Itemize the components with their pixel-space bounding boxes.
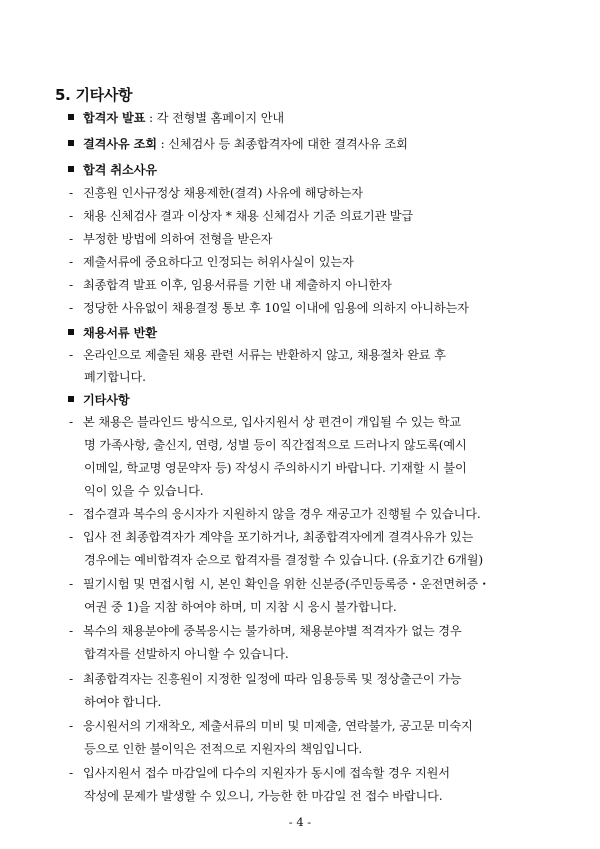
list-item-continuation: 폐기합니다. bbox=[84, 370, 146, 384]
list-item bbox=[0, 414, 600, 430]
list-item bbox=[0, 576, 600, 592]
list-item bbox=[0, 623, 600, 639]
list-item bbox=[0, 347, 600, 363]
list-item-text: 제출서류에 중요하다고 인정되는 허위사실이 있는자 bbox=[83, 255, 354, 269]
bullet-label: 기타사항 bbox=[83, 393, 130, 407]
bullet-label: 합격자 발표 bbox=[83, 111, 146, 125]
list-item-text: 접수결과 복수의 응시자가 지원하지 않을 경우 재공고가 진행될 수 있습니다. bbox=[83, 507, 481, 521]
bullet-others bbox=[0, 392, 600, 408]
list-item-text: 온라인으로 제출된 채용 관련 서류는 반환하지 않고, 채용절차 완료 후 bbox=[83, 348, 446, 362]
list-item-text: 진흥원 인사규정상 채용제한(결격) 사유에 해당하는자 bbox=[83, 186, 363, 200]
list-item-text: 정당한 사유없이 채용결정 통보 후 10일 이내에 임용에 의하지 아니하는자 bbox=[83, 301, 469, 315]
list-item bbox=[0, 277, 600, 293]
bullet-text: 각 전형별 홈페이지 안내 bbox=[156, 111, 285, 125]
list-item-text: 응시원서의 기재착오, 제출서류의 미비 및 미제출, 연락불가, 공고문 미숙지 bbox=[83, 719, 473, 733]
list-item-continuation: 명 가족사항, 출신지, 연령, 성별 등이 직간접적으로 드러나지 않도록(예시 bbox=[84, 438, 467, 452]
bullet-label: 결격사유 조회 bbox=[83, 137, 157, 151]
square-bullet-icon bbox=[68, 396, 74, 402]
list-item-text: 본 채용은 블라인드 방식으로, 입사지원서 상 편견이 개입될 수 있는 학교 bbox=[83, 415, 462, 429]
list-item bbox=[0, 231, 600, 247]
square-bullet-icon bbox=[68, 140, 74, 146]
dash-marker: - bbox=[69, 415, 73, 429]
list-item bbox=[0, 765, 600, 781]
list-item-continuation: 여권 중 1)을 지참 하여야 하며, 미 지참 시 응시 불가합니다. bbox=[84, 600, 397, 614]
list-item bbox=[0, 300, 600, 316]
dash-marker: - bbox=[69, 766, 73, 780]
square-bullet-icon bbox=[68, 166, 74, 172]
bullet-separator: : bbox=[145, 111, 157, 125]
dash-marker: - bbox=[69, 232, 73, 246]
list-item-text: 복수의 채용분야에 중복응시는 불가하며, 채용분야별 적격자가 없는 경우 bbox=[83, 624, 462, 638]
list-item-continuation: 등으로 인한 불이익은 전적으로 지원자의 책임입니다. bbox=[84, 742, 363, 756]
dash-marker: - bbox=[69, 577, 73, 591]
page-number: - 4 - bbox=[288, 815, 312, 829]
list-item-text: 최종합격자는 진흥원이 지정한 일정에 따라 임용등록 및 정상출근이 가능 bbox=[83, 672, 462, 686]
dash-marker: - bbox=[69, 719, 73, 733]
list-item-text: 채용 신체검사 결과 이상자 * 채용 신체검사 기준 의료기관 발급 bbox=[83, 209, 414, 223]
list-item bbox=[0, 718, 600, 734]
bullet-return-docs bbox=[0, 325, 600, 341]
list-item-continuation: 작성에 문제가 발생할 수 있으니, 가능한 한 마감일 전 접수 바랍니다. bbox=[84, 789, 443, 803]
dash-marker: - bbox=[69, 507, 73, 521]
section-title: 5. 기타사항 bbox=[55, 86, 133, 104]
dash-marker: - bbox=[69, 301, 73, 315]
dash-marker: - bbox=[69, 530, 73, 544]
square-bullet-icon bbox=[68, 114, 74, 120]
list-item bbox=[0, 185, 600, 201]
list-item bbox=[0, 671, 600, 687]
list-item-text: 입사지원서 접수 마감일에 다수의 지원자가 동시에 접속할 경우 지원서 bbox=[83, 766, 450, 780]
list-item bbox=[0, 529, 600, 545]
list-item bbox=[0, 208, 600, 224]
square-bullet-icon bbox=[68, 329, 74, 335]
list-item-text: 부정한 방법에 의하여 전형을 받은자 bbox=[83, 232, 273, 246]
list-item-continuation: 합격자를 선발하지 아니할 수 있습니다. bbox=[84, 647, 289, 661]
bullet-label: 합격 취소사유 bbox=[83, 163, 157, 177]
bullet-reason bbox=[0, 136, 600, 152]
bullet-text: 신체검사 등 최종합격자에 대한 결격사유 조회 bbox=[168, 137, 408, 151]
list-item-continuation: 익이 있을 수 있습니다. bbox=[84, 484, 204, 498]
dash-marker: - bbox=[69, 624, 73, 638]
list-item-text: 입사 전 최종합격자가 계약을 포기하거나, 최종합격자에게 결격사유가 있는 bbox=[83, 530, 474, 544]
bullet-cancel bbox=[0, 162, 600, 178]
list-item bbox=[0, 506, 600, 522]
dash-marker: - bbox=[69, 209, 73, 223]
list-item-continuation: 경우에는 예비합격자 순으로 합격자를 결정할 수 있습니다. (유효기간 6개월) bbox=[84, 553, 484, 567]
dash-marker: - bbox=[69, 186, 73, 200]
bullet-announce bbox=[0, 110, 600, 126]
dash-marker: - bbox=[69, 278, 73, 292]
bullet-separator: : bbox=[156, 137, 169, 151]
list-item-continuation: 이메일, 학교명 영문약자 등) 작성시 주의하시기 바랍니다. 기재할 시 불이 bbox=[84, 461, 467, 475]
dash-marker: - bbox=[69, 348, 73, 362]
list-item bbox=[0, 254, 600, 270]
list-item-text: 필기시험 및 면접시험 시, 본인 확인을 위한 신분증(주민등록증・운전면허증・ bbox=[83, 577, 491, 591]
dash-marker: - bbox=[69, 255, 73, 269]
list-item-text: 최종합격 발표 이후, 임용서류를 기한 내 제출하지 아니한자 bbox=[83, 278, 392, 292]
dash-marker: - bbox=[69, 672, 73, 686]
bullet-label: 채용서류 반환 bbox=[83, 326, 157, 340]
list-item-continuation: 하여야 합니다. bbox=[84, 695, 162, 709]
